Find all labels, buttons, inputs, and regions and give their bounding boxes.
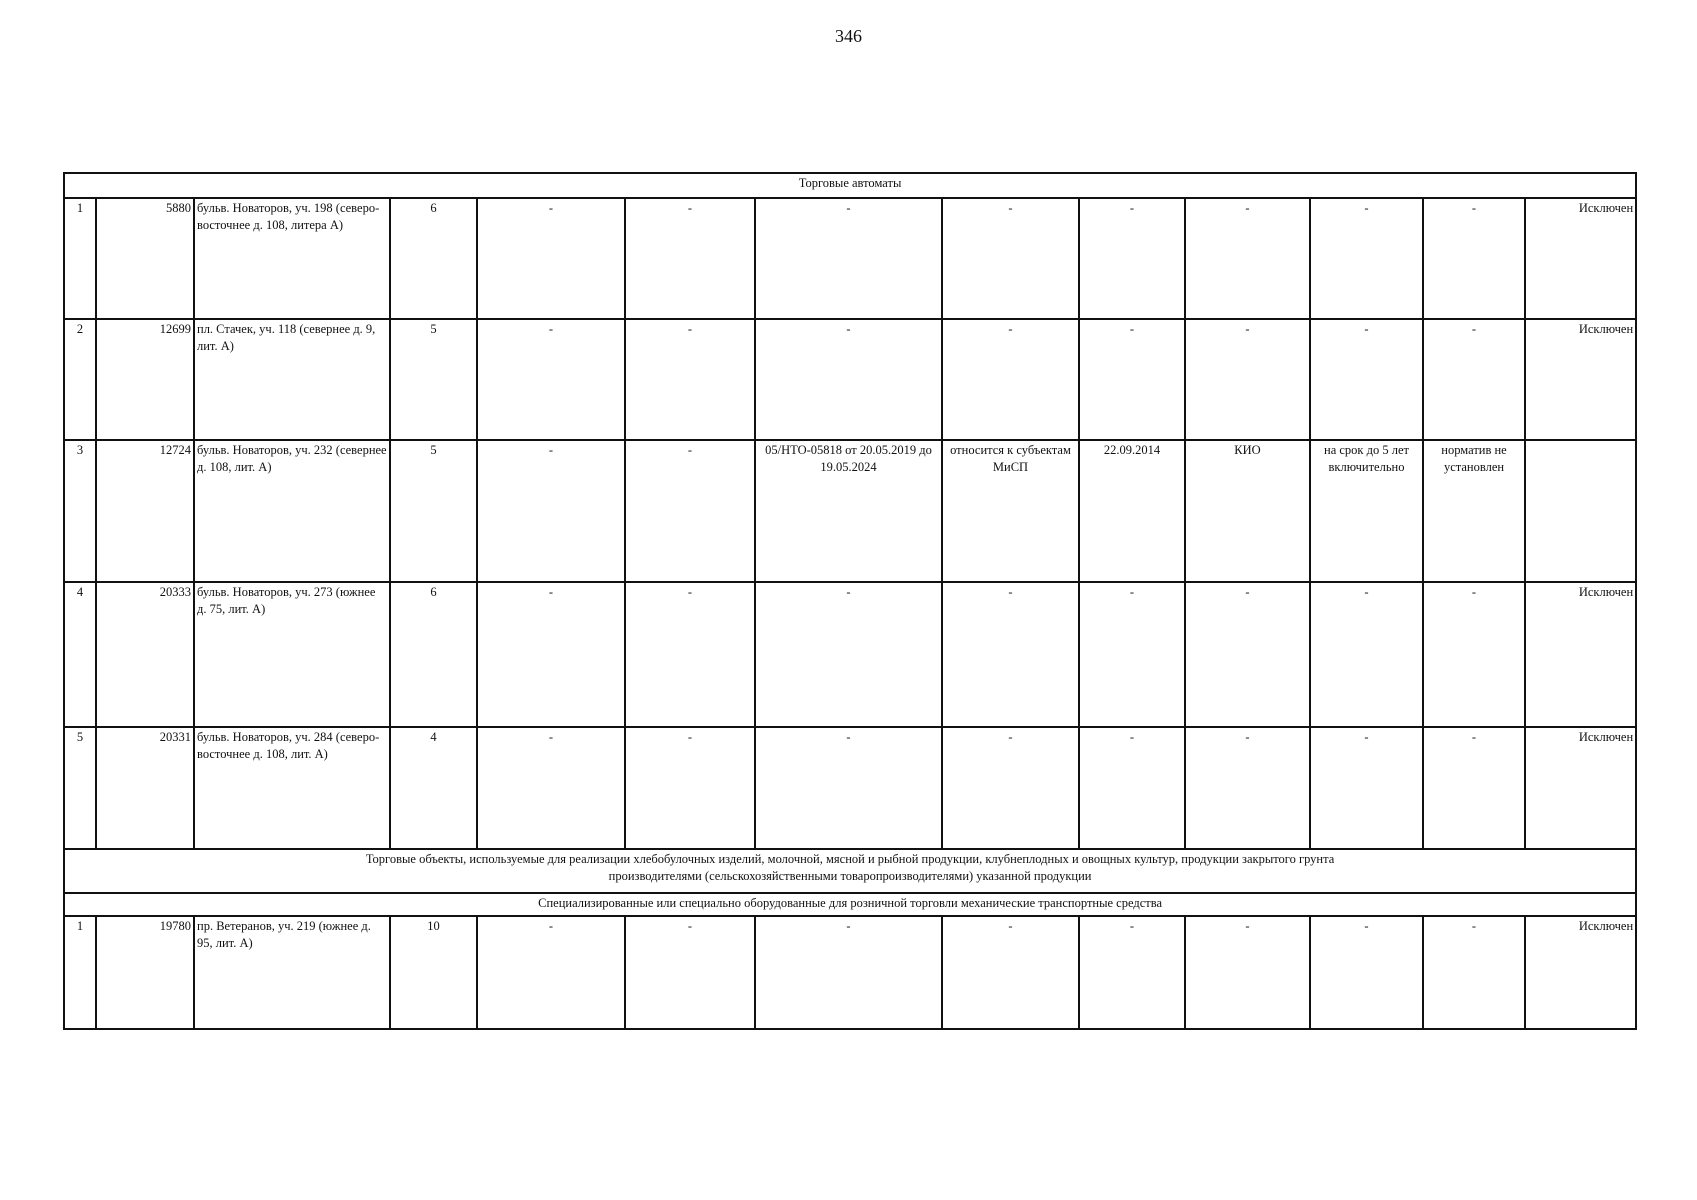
cell-area: 6 xyxy=(390,582,477,727)
cell-row-number: 2 xyxy=(64,319,96,440)
cell-norm: - xyxy=(1423,319,1525,440)
cell-col-6: - xyxy=(625,319,755,440)
cell-norm: - xyxy=(1423,198,1525,319)
cell-col-6: - xyxy=(625,727,755,849)
table-row xyxy=(64,198,1636,319)
cell-area: 4 xyxy=(390,727,477,849)
cell-object-id: 20331 xyxy=(96,727,194,849)
cell-norm: - xyxy=(1423,582,1525,727)
register-table xyxy=(63,172,1637,1030)
cell-col-5: - xyxy=(477,319,625,440)
cell-area: 6 xyxy=(390,198,477,319)
cell-col-5: - xyxy=(477,582,625,727)
cell-address: бульв. Новаторов, уч. 284 (северо-восточнее д. 108, лит. А) xyxy=(194,727,390,849)
cell-authority: - xyxy=(1185,916,1310,1029)
cell-contract: - xyxy=(755,582,942,727)
cell-address: бульв. Новаторов, уч. 232 (севернее д. 108, лит. А) xyxy=(194,440,390,582)
cell-col-6: - xyxy=(625,440,755,582)
cell-smb-status: - xyxy=(942,916,1079,1029)
cell-area: 10 xyxy=(390,916,477,1029)
cell-date: - xyxy=(1079,198,1185,319)
section-row-food-products xyxy=(64,849,1636,893)
section-title-vending: Торговые автоматы xyxy=(64,173,1636,198)
cell-object-id: 19780 xyxy=(96,916,194,1029)
section-title-vehicles: Специализированные или специально оборудованные для розничной торговли механические транспортные средства xyxy=(64,893,1636,916)
cell-status: Исключен xyxy=(1525,727,1636,849)
cell-object-id: 20333 xyxy=(96,582,194,727)
table-body xyxy=(64,173,1636,198)
cell-authority: - xyxy=(1185,198,1310,319)
cell-authority: КИО xyxy=(1185,440,1310,582)
page-number: 346 xyxy=(835,26,862,46)
cell-col-5: - xyxy=(477,916,625,1029)
cell-norm: - xyxy=(1423,916,1525,1029)
cell-row-number: 1 xyxy=(64,916,96,1029)
cell-term: - xyxy=(1310,198,1423,319)
cell-norm: - xyxy=(1423,727,1525,849)
cell-col-5: - xyxy=(477,198,625,319)
cell-norm: норматив не установлен xyxy=(1423,440,1525,582)
cell-address: бульв. Новаторов, уч. 198 (северо-восточнее д. 108, литера А) xyxy=(194,198,390,319)
cell-date: - xyxy=(1079,582,1185,727)
cell-date: 22.09.2014 xyxy=(1079,440,1185,582)
cell-col-5: - xyxy=(477,440,625,582)
cell-smb-status: - xyxy=(942,198,1079,319)
cell-date: - xyxy=(1079,916,1185,1029)
cell-authority: - xyxy=(1185,319,1310,440)
cell-object-id: 12699 xyxy=(96,319,194,440)
cell-term: - xyxy=(1310,727,1423,849)
cell-object-id: 12724 xyxy=(96,440,194,582)
cell-address: пл. Стачек, уч. 118 (севернее д. 9, лит. А) xyxy=(194,319,390,440)
section-title-food-products: Торговые объекты, используемые для реализации хлебобулочных изделий, молочной, мясной и рыбной продукции, клубнеплодных и овощных культур, продукции закрытого грунта производителями (сельскохозяйственными товаропроизводителями) указанной продукции xyxy=(365,852,1335,883)
cell-status: Исключен xyxy=(1525,582,1636,727)
vending-rows xyxy=(64,198,1636,849)
cell-col-6: - xyxy=(625,916,755,1029)
cell-smb-status: - xyxy=(942,727,1079,849)
cell-area: 5 xyxy=(390,319,477,440)
cell-object-id: 5880 xyxy=(96,198,194,319)
cell-contract: - xyxy=(755,198,942,319)
cell-row-number: 4 xyxy=(64,582,96,727)
cell-term: на срок до 5 лет включительно xyxy=(1310,440,1423,582)
cell-term: - xyxy=(1310,916,1423,1029)
cell-address: пр. Ветеранов, уч. 219 (южнее д. 95, лит. А) xyxy=(194,916,390,1029)
cell-col-6: - xyxy=(625,198,755,319)
cell-row-number: 5 xyxy=(64,727,96,849)
cell-contract: - xyxy=(755,916,942,1029)
table-row xyxy=(64,319,1636,440)
section-row-vending xyxy=(64,173,1636,198)
cell-smb-status: - xyxy=(942,582,1079,727)
cell-area: 5 xyxy=(390,440,477,582)
cell-status: Исключен xyxy=(1525,319,1636,440)
section-row-vehicles xyxy=(64,893,1636,916)
cell-smb-status: - xyxy=(942,319,1079,440)
cell-contract: 05/НТО-05818 от 20.05.2019 до 19.05.2024 xyxy=(755,440,942,582)
table-row xyxy=(64,916,1636,1029)
cell-authority: - xyxy=(1185,582,1310,727)
cell-col-5: - xyxy=(477,727,625,849)
cell-status: Исключен xyxy=(1525,198,1636,319)
table-row xyxy=(64,440,1636,582)
cell-row-number: 1 xyxy=(64,198,96,319)
cell-term: - xyxy=(1310,319,1423,440)
cell-status: Исключен xyxy=(1525,916,1636,1029)
vehicle-rows xyxy=(64,916,1636,1029)
cell-address: бульв. Новаторов, уч. 273 (южнее д. 75, лит. А) xyxy=(194,582,390,727)
cell-authority: - xyxy=(1185,727,1310,849)
cell-contract: - xyxy=(755,319,942,440)
cell-row-number: 3 xyxy=(64,440,96,582)
cell-smb-status: относится к субъектам МиСП xyxy=(942,440,1079,582)
cell-col-6: - xyxy=(625,582,755,727)
cell-date: - xyxy=(1079,319,1185,440)
cell-date: - xyxy=(1079,727,1185,849)
table-row xyxy=(64,727,1636,849)
cell-contract: - xyxy=(755,727,942,849)
cell-term: - xyxy=(1310,582,1423,727)
cell-status xyxy=(1525,440,1636,582)
table-row xyxy=(64,582,1636,727)
